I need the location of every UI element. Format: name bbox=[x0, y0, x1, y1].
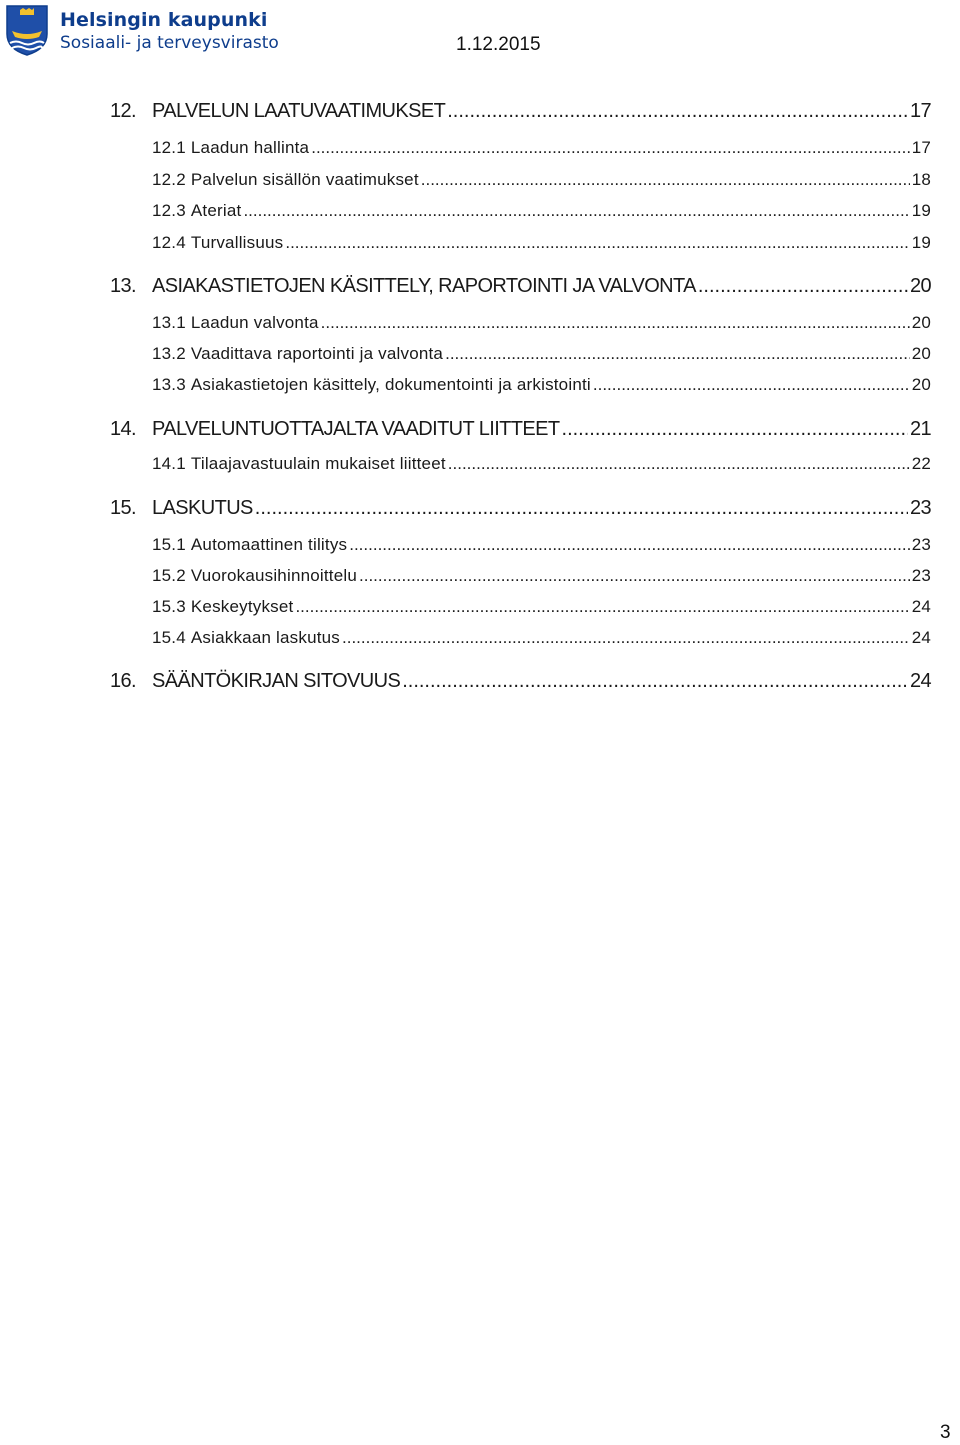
toc-dot-leader bbox=[321, 313, 910, 333]
toc-entry-title: SÄÄNTÖKIRJAN SITOVUUS bbox=[152, 670, 401, 692]
toc-entry-page: 19 bbox=[911, 201, 931, 220]
page-number: 3 bbox=[940, 1422, 951, 1443]
toc-entry-title: PALVELUN LAATUVAATIMUKSET bbox=[152, 100, 446, 122]
toc-section-entry[interactable] bbox=[152, 375, 931, 395]
toc-entry-page: 23 bbox=[909, 497, 931, 519]
toc-section-entry[interactable] bbox=[152, 138, 931, 158]
toc-dot-leader bbox=[593, 375, 910, 395]
toc-entry-number: 15.4 bbox=[152, 628, 186, 647]
toc-entry-number: 15.3 bbox=[152, 597, 186, 616]
toc-dot-leader bbox=[402, 670, 908, 693]
toc-entry-page: 24 bbox=[911, 628, 931, 647]
organization-name: Helsingin kaupunki bbox=[60, 9, 268, 31]
toc-entry-number: 12.2 bbox=[152, 170, 186, 189]
toc-dot-leader bbox=[698, 275, 908, 298]
toc-dot-leader bbox=[447, 100, 908, 123]
toc-chapter-entry[interactable] bbox=[110, 670, 931, 693]
toc-entry-title: PALVELUNTUOTTAJALTA VAADITUT LIITTEET bbox=[152, 418, 560, 440]
toc-entry-page: 20 bbox=[911, 375, 931, 394]
toc-entry-page: 19 bbox=[911, 233, 931, 252]
toc-entry-number: 12. bbox=[110, 100, 137, 122]
toc-entry-number: 16. bbox=[110, 670, 137, 692]
toc-entry-page: 17 bbox=[909, 100, 931, 122]
toc-section-entry[interactable] bbox=[152, 344, 931, 364]
toc-chapter-entry[interactable] bbox=[110, 418, 931, 441]
toc-entry-title: LASKUTUS bbox=[152, 497, 253, 519]
toc-entry-page: 24 bbox=[909, 670, 931, 692]
toc-entry-number: 13.3 bbox=[152, 375, 186, 394]
toc-section-entry[interactable] bbox=[152, 597, 931, 617]
toc-dot-leader bbox=[421, 170, 910, 190]
toc-dot-leader bbox=[255, 497, 908, 520]
toc-dot-leader bbox=[562, 418, 908, 441]
toc-section-entry[interactable] bbox=[152, 170, 931, 190]
toc-chapter-entry[interactable] bbox=[110, 497, 931, 520]
toc-section-entry[interactable] bbox=[152, 454, 931, 474]
toc-entry-title: Automaattinen tilitys bbox=[190, 535, 348, 554]
toc-entry-title: Vuorokausihinnoittelu bbox=[190, 566, 358, 585]
toc-entry-title: Asiakkaan laskutus bbox=[190, 628, 341, 647]
toc-entry-page: 22 bbox=[911, 454, 931, 473]
toc-entry-number: 14. bbox=[110, 418, 137, 440]
department-name: Sosiaali- ja terveysvirasto bbox=[60, 33, 279, 53]
toc-entry-title: Palvelun sisällön vaatimukset bbox=[190, 170, 419, 189]
toc-entry-page: 21 bbox=[909, 418, 931, 440]
toc-dot-leader bbox=[445, 344, 910, 364]
toc-section-entry[interactable] bbox=[152, 233, 931, 253]
toc-entry-page: 20 bbox=[911, 344, 931, 363]
toc-entry-title: ASIAKASTIETOJEN KÄSITTELY, RAPORTOINTI JA VALVONTA bbox=[152, 275, 696, 297]
toc-entry-page: 23 bbox=[911, 566, 931, 585]
toc-dot-leader bbox=[342, 628, 910, 648]
toc-dot-leader bbox=[311, 138, 909, 158]
toc-section-entry[interactable] bbox=[152, 201, 931, 221]
toc-chapter-entry[interactable] bbox=[110, 100, 931, 123]
toc-dot-leader bbox=[243, 201, 909, 221]
toc-entry-title: Turvallisuus bbox=[190, 233, 284, 252]
toc-dot-leader bbox=[285, 233, 909, 253]
toc-entry-number: 12.3 bbox=[152, 201, 186, 220]
toc-entry-number: 12.1 bbox=[152, 138, 186, 157]
toc-entry-number: 13.2 bbox=[152, 344, 186, 363]
toc-entry-title: Tilaajavastuulain mukaiset liitteet bbox=[190, 454, 446, 473]
toc-dot-leader bbox=[359, 566, 910, 586]
toc-entry-number: 15.1 bbox=[152, 535, 186, 554]
toc-entry-number: 13. bbox=[110, 275, 137, 297]
toc-entry-number: 14.1 bbox=[152, 454, 186, 473]
toc-entry-title: Asiakastietojen käsittely, dokumentointi ja arkistointi bbox=[190, 375, 591, 394]
toc-section-entry[interactable] bbox=[152, 628, 931, 648]
helsinki-coat-of-arms-icon bbox=[4, 4, 50, 56]
toc-chapter-entry[interactable] bbox=[110, 275, 931, 298]
toc-section-entry[interactable] bbox=[152, 313, 931, 333]
toc-entry-number: 15.2 bbox=[152, 566, 186, 585]
toc-entry-page: 18 bbox=[911, 170, 931, 189]
document-header bbox=[0, 0, 960, 60]
toc-entry-title: Laadun valvonta bbox=[190, 313, 319, 332]
document-date: 1.12.2015 bbox=[456, 34, 541, 55]
toc-entry-page: 20 bbox=[909, 275, 931, 297]
toc-entry-page: 23 bbox=[911, 535, 931, 554]
toc-dot-leader bbox=[448, 454, 910, 474]
toc-entry-title: Keskeytykset bbox=[190, 597, 294, 616]
toc-entry-page: 17 bbox=[911, 138, 931, 157]
toc-section-entry[interactable] bbox=[152, 566, 931, 586]
toc-entry-title: Laadun hallinta bbox=[190, 138, 310, 157]
toc-section-entry[interactable] bbox=[152, 535, 931, 555]
toc-entry-page: 20 bbox=[911, 313, 931, 332]
toc-dot-leader bbox=[295, 597, 909, 617]
toc-dot-leader bbox=[349, 535, 909, 555]
toc-entry-title: Ateriat bbox=[190, 201, 242, 220]
toc-entry-title: Vaadittava raportointi ja valvonta bbox=[190, 344, 444, 363]
toc-entry-number: 15. bbox=[110, 497, 137, 519]
toc-entry-page: 24 bbox=[911, 597, 931, 616]
toc-entry-number: 13.1 bbox=[152, 313, 186, 332]
toc-entry-number: 12.4 bbox=[152, 233, 186, 252]
